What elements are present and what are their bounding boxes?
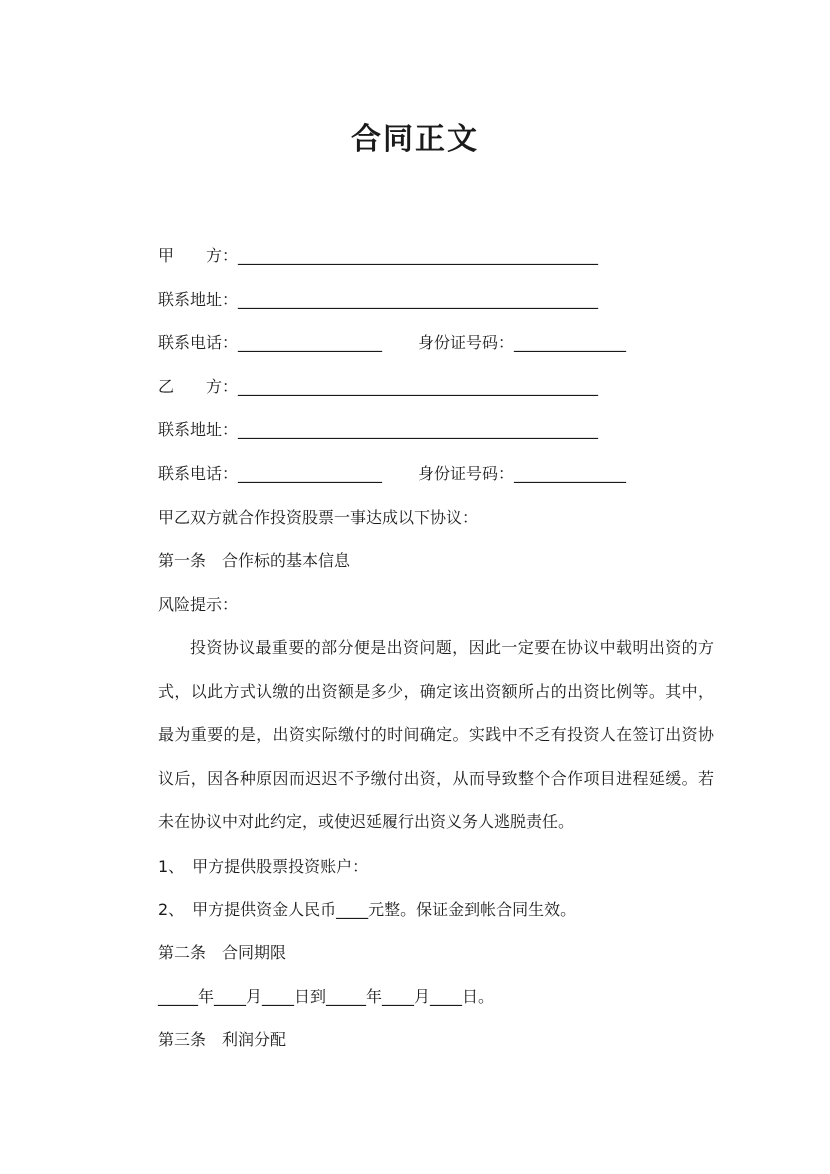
party-a-phone-blank: __________________ [238,333,383,352]
party-b-id-row [418,463,626,485]
party-a-label: 甲 方： [158,246,239,265]
intro-text: 甲乙双方就合作投资股票一事达成以下协议： [158,508,479,527]
party-a-id-blank: ______________ [514,333,627,352]
party-a-phone-row [158,332,382,354]
party-a-address-blank: _____________________________________________ [238,290,599,309]
party-b-address-label: 联系地址： [158,420,239,439]
party-b-id-label: 身份证号码： [418,464,515,483]
party-b-id-blank: ______________ [514,464,627,483]
party-b-address-blank: _____________________________________________ [238,420,599,439]
party-b-phone-label: 联系电话： [158,464,239,483]
article-2-heading: 第二条 合同期限 [158,943,287,962]
item-2: 2、 甲方提供资金人民币____元整。保证金到帐合同生效。 [158,900,577,919]
party-a-address-row [158,289,598,311]
party-a-blank: _____________________________________________ [238,246,599,265]
page-title: 合同正文 [351,122,479,157]
party-b-blank: _____________________________________________ [238,377,599,396]
party-a-id-label: 身份证号码： [418,333,515,352]
party-b-address-row [158,419,598,441]
party-a-address-label: 联系地址： [158,290,239,309]
party-b-label: 乙 方： [158,377,239,396]
item-1: 1、 甲方提供股票投资账户： [158,857,369,876]
article-3-heading: 第三条 利润分配 [158,1030,287,1049]
party-b-phone-row [158,463,382,485]
term-line: _____年____月____日到_____年____月____日。 [158,987,495,1006]
risk-paragraph: 投资协议最重要的部分便是出资问题，因此一定要在协议中载明出资的方式，以此方式认缴的出资额是多少，确定该出资额所占的出资比例等。其中，最为重要的是，出资实际缴付的时间确定。实践中不乏有投资人在签订出资协议后，因各种原因而迟迟不予缴付出资，从而导致整个合作项目进程延缓。若未在协议中对此约定，或使迟延履行出资义务人逃脱责任。 [158,638,714,831]
party-b-row [158,376,598,398]
party-b-phone-blank: __________________ [238,464,383,483]
party-a-row [158,245,598,267]
risk-label: 风险提示： [158,595,239,614]
article-1-heading: 第一条 合作标的基本信息 [158,551,351,570]
party-a-phone-label: 联系电话： [158,333,239,352]
party-a-id-row [418,332,626,354]
